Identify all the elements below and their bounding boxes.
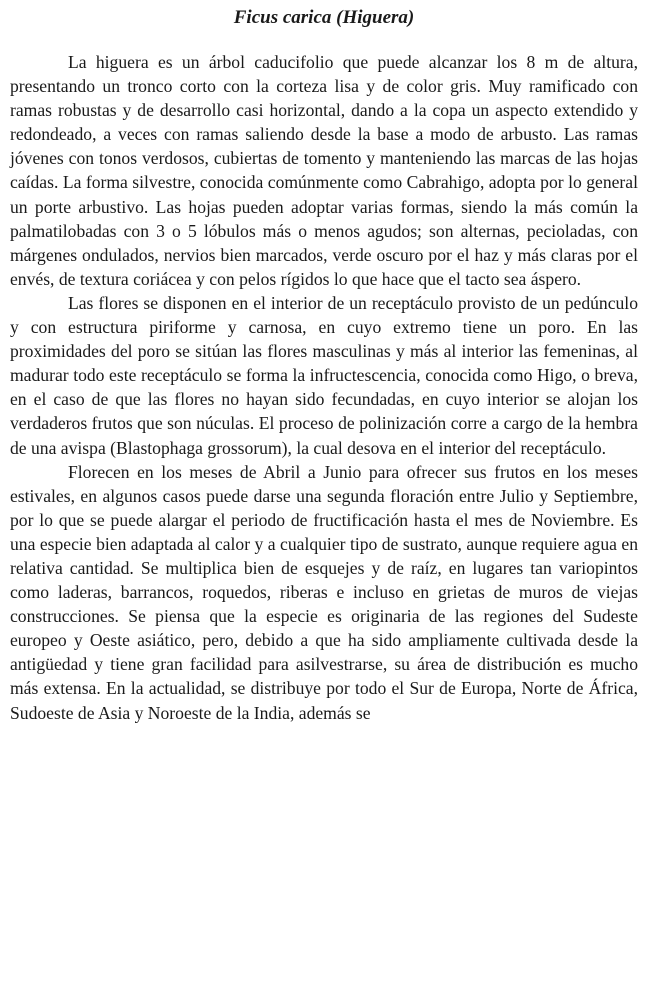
paragraph-flowers: Las flores se disponen en el interior de un receptáculo provisto de un pedúnculo y con estructura piriforme y carnosa, en cuyo extremo tiene un poro. En las proximidades del poro se sitúan las flores masculinas y más al interior las femeninas, al madurar todo este receptáculo se forma la infructescencia, conocida como Higo, o breva, en el caso de que las flores no hayan sido fecundadas, en cuyo interior se alojan los verdaderos frutos que son núculas. El proceso de polinización corre a cargo de la hembra de una avispa (Blastophaga grossorum), la cual desova en el interior del receptáculo. [10, 292, 638, 458]
document-title: Ficus carica (Higuera) [233, 7, 415, 28]
paragraph-description: La higuera es un árbol caducifolio que puede alcanzar los 8 m de altura, presentando un tronco corto con la corteza lisa y de color gris. Muy ramificado con ramas robustas y de desarrollo casi horizontal, dando a la copa un aspecto extendido y redondeado, a veces con ramas saliendo desde la base a modo de arbusto. Las ramas jóvenes con tonos verdosos, cubiertas de tomento y manteniendo las marcas de las hojas caídas. La forma silvestre, conocida comúnmente como Cabrahigo, adopta por lo general un porte arbustivo. Las hojas pueden adoptar varias formas, siendo la más común la palmatilobadas con 3 o 5 lóbulos más o menos agudos; son alternas, pecioladas, con márgenes ondulados, nervios bien marcados, verde oscuro por el haz y más claras por el envés, de textura coriácea y con pelos rígidos lo que hace que el tacto sea áspero. [10, 52, 638, 289]
paragraph-flowering-distribution: Florecen en los meses de Abril a Junio para ofrecer sus frutos en los meses estivales, en algunos casos puede darse una segunda floración entre Julio y Septiembre, por lo que se puede alargar el periodo de fructificación hasta el mes de Noviembre. Es una especie bien adaptada al calor y a cualquier tipo de sustrato, aunque requiere agua en relativa cantidad. Se multiplica bien de esquejes y de raíz, en lugares tan variopintos como laderas, barrancos, roquedos, riberas e incluso en grietas de muros de viejas construcciones. Se piensa que la especie es originaria de las regiones del Sudeste europeo y Oeste asiático, pero, debido a que ha sido ampliamente cultivada desde la antigüedad y tiene gran facilidad para asilvestrarse, su área de distribución es mucho más extensa. En la actualidad, se distribuye por todo el Sur de Europa, Norte de África, Sudoeste de Asia y Noroeste de la India, además se [10, 461, 638, 723]
